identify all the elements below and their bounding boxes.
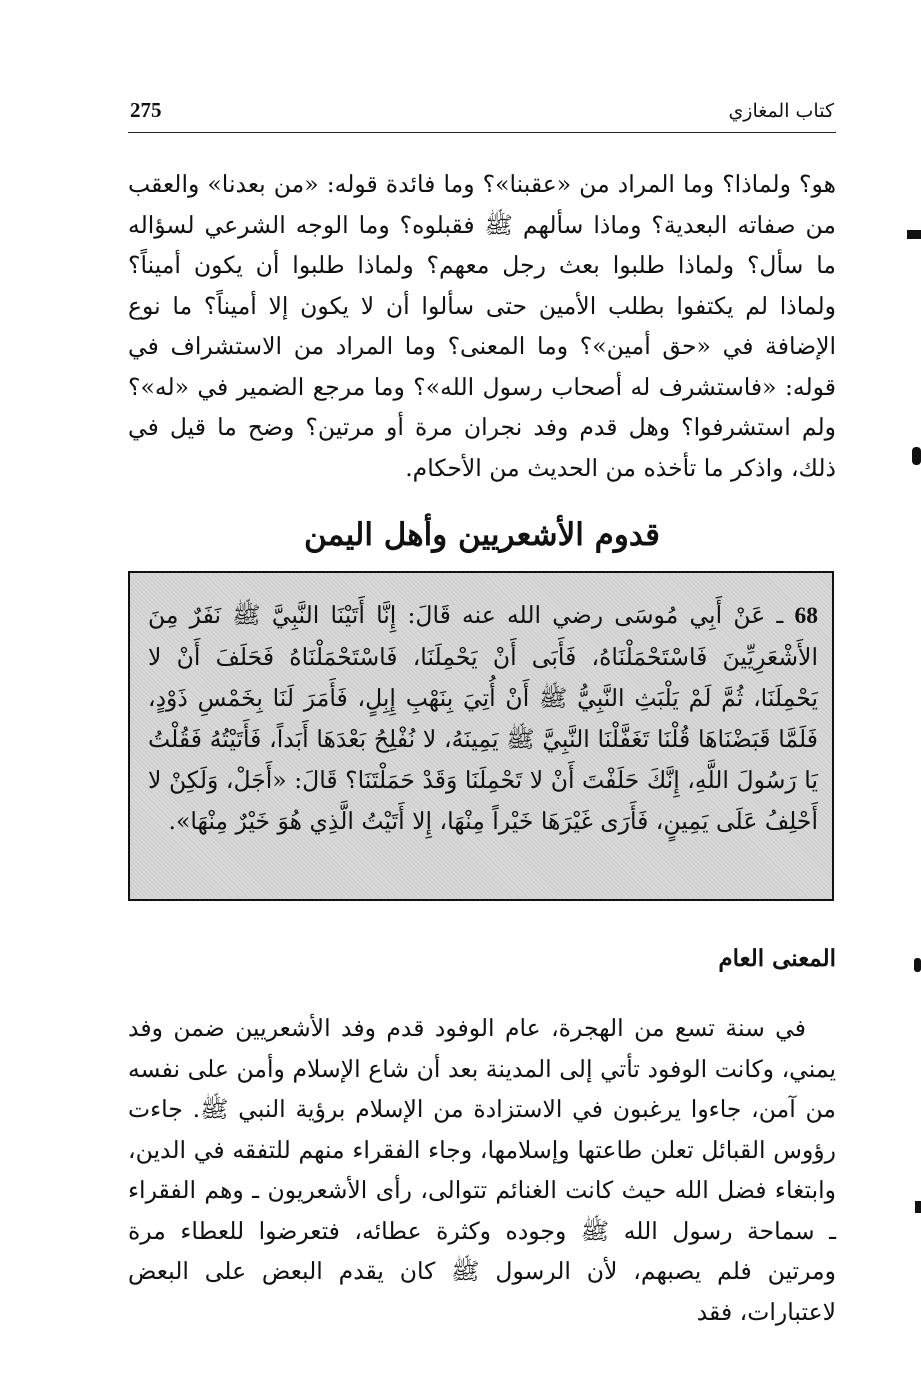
book-title: كتاب المغازي — [728, 100, 834, 122]
hadith-body: ـ عَنْ أَبِي مُوسَى رضي الله عنه قَالَ: إِنَّا أَتَيْنَا النَّبِيَّ ﷺ نَفَرٌ مِنَ الأَشْعَرِيِّينَ فَاسْتَحْمَلْنَاهُ، فَأَبَى أَنْ يَحْمِلَنَا، فَاسْتَحْمَلْنَاهُ فَحَلَفَ أَنْ لا يَحْمِلَنَا، ثُمَّ لَمْ يَلْبَثِ النَّبِيُّ ﷺ أَنْ أُتِيَ بِنَهْبِ إِبِلٍ، فَأَمَرَ لَنَا بِخَمْسِ ذَوْدٍ، فَلَمَّا قَبَضْنَاهَا قُلْنَا تَغَفَّلْنَا النَّبِيَّ ﷺ يَمِينَهُ، لا نُفْلِحُ بَعْدَهَا أَبَداً، فَأَتَيْتُهُ فَقُلْتُ يَا رَسُولَ اللَّهِ، إِنَّكَ حَلَفْتَ أَنْ لا تَحْمِلَنَا وَقَدْ حَمَلْتَنَا؟ قَالَ: «أَجَلْ، وَلَكِنْ لا أَحْلِفُ عَلَى يَمِينٍ، فَأَرَى غَيْرَهَا خَيْراً مِنْهَا، إِلا أَتَيْتُ الَّذِي هُوَ خَيْرٌ مِنْهَا». — [148, 601, 818, 835]
page-number: 275 — [130, 98, 162, 122]
scan-mark — [915, 1201, 921, 1213]
hadith-box — [128, 571, 834, 901]
questions-paragraph: هو؟ ولماذا؟ وما المراد من «عقبنا»؟ وما فائدة قوله: «من بعدنا» والعقب من صفاته البعدية؟ وماذا سألهم ﷺ فقبلوه؟ وما الوجه الشرعي لسؤاله ما سأل؟ ولماذا طلبوا بعث رجل معهم؟ ولماذا طلبوا أن يكون أميناً؟ ولماذا لم يكتفوا بطلب الأمين حتى سألوا أن لا يكون إلا أميناً؟ ما نوع الإضافة في «حق أمين»؟ وما المعنى؟ وما المراد من الاستشراف في قوله: «فاستشرف له أصحاب رسول الله»؟ وما مرجع الضمير في «له»؟ ولم استشرفوا؟ وهل قدم وفد نجران مرة أو مرتين؟ وضح ما قيل في ذلك، واذكر ما تأخذه من الحديث من الأحكام. — [128, 170, 836, 482]
hadith-text — [148, 595, 818, 842]
hadith-number: 68 — [794, 603, 818, 629]
running-header — [128, 96, 836, 133]
general-meaning-paragraph: في سنة تسع من الهجرة، عام الوفود قدم وفد الأشعريين ضمن وفد يمني، وكانت الوفود تأتي إلى المدينة بعد أن شاع الإسلام وأمن على نفسه من آمن، جاءوا يرغبون في الاستزادة من الإسلام برؤية النبي ﷺ. جاءت رؤوس القبائل تعلن طاعتها وإسلامها، وجاء الفقراء منهم للتفقه في الدين، وابتغاء فضل الله حيث كانت الغنائم تتوالى، رأى الأشعريون ـ وهم الفقراء ـ سماحة رسول الله ﷺ وجوده وكثرة عطائه، فتعرضوا للعطاء مرة ومرتين فلم يصبهم، لأن الرسول ﷺ كان يقدم البعض على البعض لاعتبارات، فقد — [128, 1014, 836, 1326]
scan-mark — [907, 230, 921, 239]
scan-mark — [912, 447, 921, 465]
scan-mark — [914, 958, 921, 972]
section-title: قدوم الأشعريين وأهل اليمن — [304, 517, 660, 553]
general-meaning-heading: المعنى العام — [718, 945, 836, 972]
